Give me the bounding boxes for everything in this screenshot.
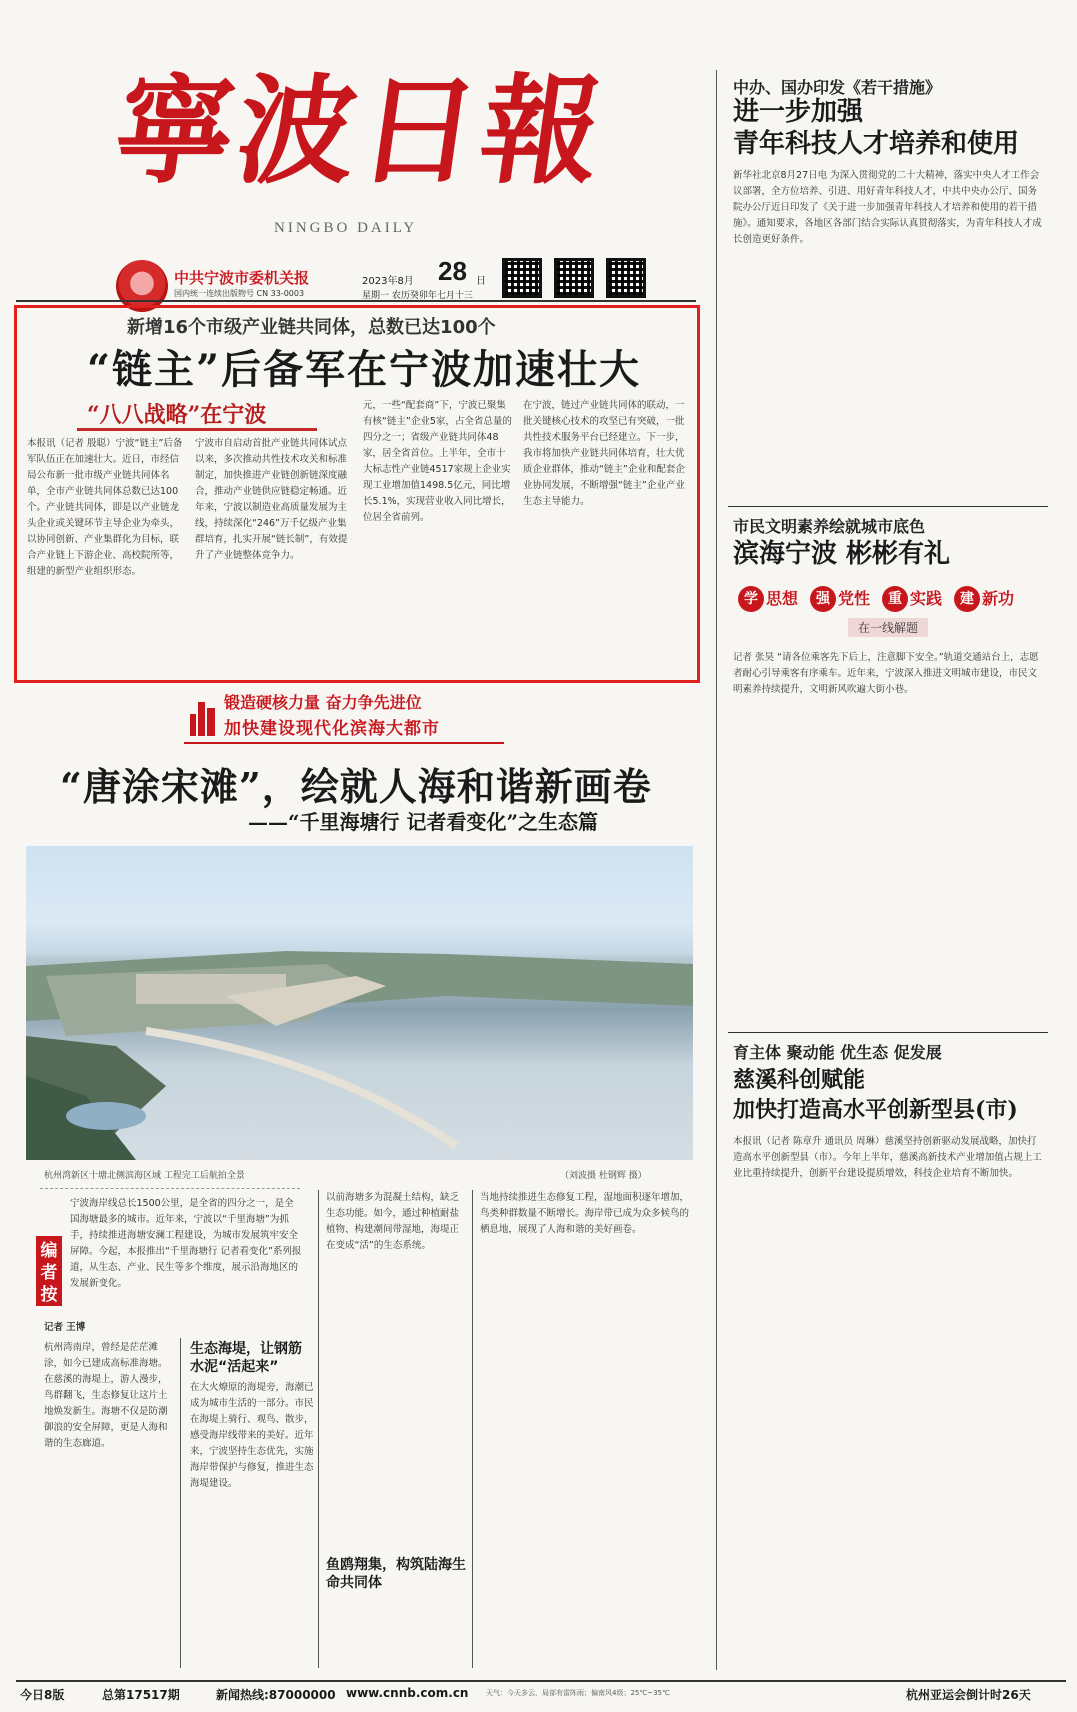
date-year-month: 2023年8月 bbox=[362, 276, 414, 287]
feature-subheadline: ——“千里海塘行 记者看变化”之生态篇 bbox=[248, 810, 598, 834]
feature-column-4: 当地持续推进生态修复工程，湿地面积逐年增加，鸟类种群数量不断增长。海岸带已成为众多候鸟的栖息地，展现了人海和谐的美好画卷。 bbox=[480, 1192, 690, 1235]
city-skyline-icon bbox=[188, 694, 218, 738]
column-rule bbox=[716, 70, 717, 1670]
right-body-1: 新华社北京8月27日电 为深入贯彻党的二十大精神，落实中央人才工作会议部署，全方位培养、引进、用好青年科技人才，中共中央办公厅、国务院办公厅近日印发了《关于进一步加强青年科技人才培养和使用的若干措施》。通知要求，各地区各部门结合实际认真贯彻落实，为青年科技人才成长创造更好条件。 bbox=[733, 170, 1042, 245]
footer-countdown: 杭州亚运会倒计时26天 bbox=[906, 1688, 1031, 1702]
badge-label: 实践 bbox=[910, 589, 943, 608]
right-headline-3a[interactable]: 慈溪科创赋能 bbox=[733, 1067, 866, 1093]
lead-column-1: 本报讯（记者 殷聪）宁波“链主”后备军队伍正在加速壮大。近日，市经信局公布新一批市级产业链共同体名单，全市产业链共同体总数已达100个。产业链共同体，即是以产业链龙头企业或关键环节主导企业为牵头，以协同创新、产业集群化为目标，联合产业链上下游企业、高校院所等，组建的新型产业组织形态。 bbox=[27, 438, 183, 577]
qr-code-icon[interactable] bbox=[606, 258, 646, 298]
right-headline-3b[interactable]: 加快打造高水平创新型县(市) bbox=[733, 1097, 1018, 1123]
right-divider bbox=[728, 1032, 1048, 1033]
aerial-seawall-photo bbox=[26, 846, 693, 1160]
footer-website[interactable]: www.cnnb.com.cn bbox=[346, 1686, 469, 1700]
banner-rule bbox=[184, 742, 504, 744]
feature-subhead-1: 生态海堤，让钢筋水泥“活起来” bbox=[190, 1341, 302, 1375]
lead-column-3: 元，一些“配套商”下，宁波已聚集有核“链主”企业5家，占全省总量的四分之一；省级产业链共同体48家，居全省首位。上半年，全市十大标志性产业链4517家规上企业实现工业增加值1498.5亿元，同比增长5.1%，实现营业收入同比增长，位居全省前列。 bbox=[363, 400, 512, 523]
photo-illustration bbox=[26, 846, 693, 1160]
column-rule bbox=[180, 1338, 181, 1668]
masthead-english: NINGBO DAILY bbox=[274, 220, 418, 236]
section-pill: 在一线解题 bbox=[848, 618, 928, 637]
lead-story-highlight bbox=[14, 305, 700, 683]
lead-headline[interactable]: “链主”后备军在宁波加速壮大 bbox=[87, 346, 642, 393]
masthead-title: 寧波日報 bbox=[106, 61, 614, 200]
badge-label: 新功 bbox=[982, 589, 1015, 608]
badge-icon: 重 bbox=[882, 586, 908, 612]
feature-column-2: 在大火燎原的海堤旁，海潮已成为城市生活的一部分。市民在海堤上骑行、观鸟、散步，感受海岸线带来的美好。近年来，宁波坚持生态优先，实施海岸带保护与修复，推进生态海堤建设。 bbox=[190, 1382, 314, 1489]
badge-label: 党性 bbox=[838, 589, 871, 608]
feature-headline[interactable]: “唐涂宋滩”，绘就人海和谐新画卷 bbox=[60, 764, 652, 809]
right-kicker-2: 市民文明素养绘就城市底色 bbox=[733, 517, 926, 536]
photo-credit: （刘波摄 杜钢辉 摄） bbox=[560, 1171, 647, 1181]
banner-slogan: 锻造硬核力量 奋力争先进位 bbox=[224, 693, 422, 712]
date-suffix: 日 bbox=[476, 276, 486, 287]
editor-note-tag: 编者按 bbox=[36, 1236, 62, 1306]
badge-label: 思想 bbox=[766, 589, 799, 608]
editor-note-text: 宁波海岸线总长1500公里，是全省的四分之一，是全国海塘最多的城市。近年来，宁波以“千里海塘”为抓手，持续推进海塘安澜工程建设，为城市发展筑牢安全屏障。今起，本报推出“千里海塘行 记者看变化”系列报道，从生态、产业、民生等多个维度，展示沿海地区的发展新变化。 bbox=[70, 1198, 302, 1289]
footer-issue: 总第17517期 bbox=[102, 1688, 180, 1702]
right-kicker-3: 育主体 聚动能 优生态 促发展 bbox=[733, 1043, 942, 1062]
lead-column-4: 在宁波，链过产业链共同体的联动，一批关键核心技术的攻坚已有突破，一批共性技术服务平台已经建立。下一步，我市将加快产业链共同体培育，壮大优质企业群体，推动“链主”企业和配套企业协同发展，不断增强“链主”企业产业生态主导能力。 bbox=[523, 400, 685, 507]
footer-hotline: 新闻热线:87000000 bbox=[216, 1688, 336, 1702]
footer-pages: 今日8版 bbox=[20, 1688, 65, 1702]
lead-column-2: 宁波市自启动首批产业链共同体试点以来，多次推动共性技术攻关和标准制定，加快推进产业链创新链深度融合，推动产业链供应链稳定畅通。近年来，宁波以制造业高质量发展为主线，持续深化“246”万千亿级产业集群培育，扎实开展“链长制”，有效提升了产业链整体竞争力。 bbox=[195, 438, 348, 561]
feature-subhead-2: 鱼鸥翔集，构筑陆海生命共同体 bbox=[326, 1557, 466, 1591]
banner-title: 加快建设现代化滨海大都市 bbox=[224, 719, 440, 739]
qr-code-icon[interactable] bbox=[502, 258, 542, 298]
date-day: 28 bbox=[438, 256, 467, 286]
column-rule bbox=[318, 1190, 319, 1668]
reporter-byline: 记者 王博 bbox=[44, 1322, 86, 1333]
masthead bbox=[16, 20, 696, 320]
lead-kicker: 新增16个市级产业链共同体，总数已达100个 bbox=[127, 317, 496, 338]
qr-code-icon[interactable] bbox=[554, 258, 594, 298]
badge-icon: 建 bbox=[954, 586, 980, 612]
badge-icon: 学 bbox=[738, 586, 764, 612]
footer-weather: 天气：今天多云，局部有雷阵雨；偏南风4级；25℃~35℃ bbox=[486, 1689, 670, 1697]
date-weekday: 星期一 农历癸卯年七月十三 bbox=[362, 291, 473, 301]
right-body-2: 记者 张昊 “请各位乘客先下后上，注意脚下安全。”轨道交通站台上，志愿者耐心引导乘客有序乘车。近年来，宁波深入推进文明城市建设，市民文明素养持续提升，文明新风吹遍大街小巷。 bbox=[733, 652, 1039, 695]
right-body-3: 本报讯（记者 陈章升 通讯员 周琳）慈溪坚持创新驱动发展战略，加快打造高水平创新型县（市）。今年上半年，慈溪高新技术产业增加值占规上工业比重持续提升，创新平台建设提质增效，科技企业培育不断加快。 bbox=[733, 1136, 1042, 1179]
right-headline-2[interactable]: 滨海宁波 彬彬有礼 bbox=[733, 539, 951, 569]
issn-label: 国内统一连续出版物号 CN 33-0003 bbox=[174, 289, 305, 298]
badge-icon: 强 bbox=[810, 586, 836, 612]
column-tag-underline bbox=[77, 428, 317, 431]
feature-column-1: 杭州湾南岸，曾经是茫茫滩涂，如今已建成高标准海塘。在慈溪的海堤上，游人漫步，鸟群翻飞，生态修复让这片土地焕发新生。海塘不仅是防潮御浪的安全屏障，更是人海和谐的生态廊道。 bbox=[44, 1342, 168, 1449]
footer-bar bbox=[16, 1680, 1066, 1702]
right-headline-1b[interactable]: 青年科技人才培养和使用 bbox=[733, 129, 1020, 159]
right-divider bbox=[728, 506, 1048, 507]
column-rule bbox=[472, 1190, 473, 1668]
column-tag: “八八战略”在宁波 bbox=[87, 402, 267, 428]
feature-column-3: 以前海塘多为混凝土结构，缺乏生态功能。如今，通过种植耐盐植物、构建潮间带湿地，海堤正在变成“活”的生态系统。 bbox=[326, 1192, 460, 1251]
photo-caption: 杭州湾新区十塘北侧滨海区域 工程完工后航拍全景 bbox=[44, 1171, 245, 1181]
org-label: 中共宁波市委机关报 bbox=[174, 269, 310, 287]
masthead-divider bbox=[16, 300, 696, 302]
right-kicker-1: 中办、国办印发《若干措施》 bbox=[733, 78, 942, 97]
right-headline-1a[interactable]: 进一步加强 bbox=[733, 97, 864, 127]
